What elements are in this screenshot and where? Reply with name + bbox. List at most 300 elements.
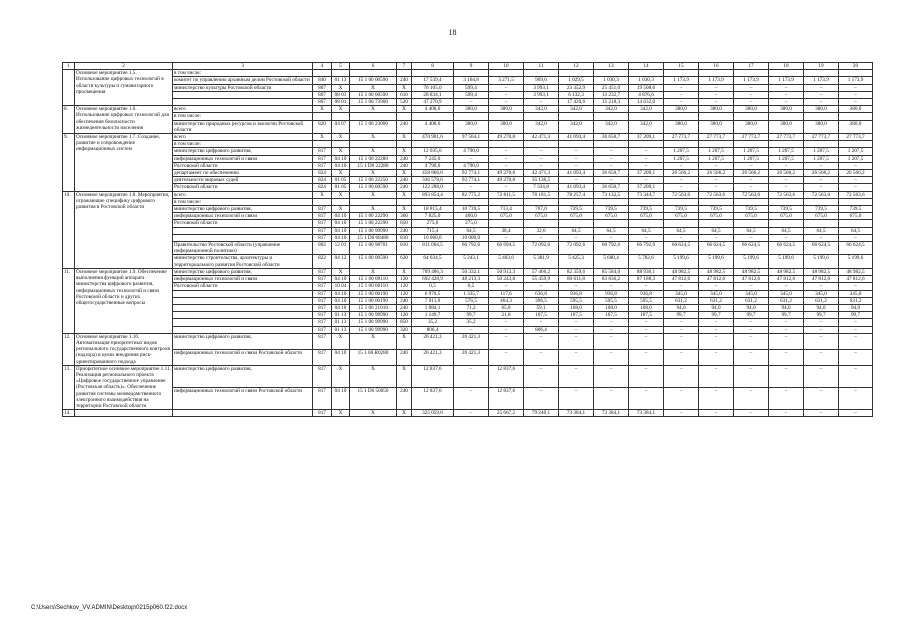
value-cell [839, 113, 873, 120]
value-cell: 5 600,4 [594, 255, 629, 268]
value-cell: – [804, 319, 839, 326]
value-cell: 520 [397, 99, 412, 106]
value-cell: 675,0 [804, 213, 839, 220]
table-row [63, 365, 873, 387]
value-cell: 610 [397, 91, 412, 98]
value-cell: 822 [313, 255, 332, 268]
value-cell: 66 792,6 [454, 242, 489, 255]
value-cell: – [699, 319, 734, 326]
value-cell: – [489, 234, 524, 241]
value-cell: 5 199,6 [699, 255, 734, 268]
value-cell: 15 1 00 00190 [350, 297, 397, 304]
value-cell: 5 782,6 [629, 255, 664, 268]
value-cell: 739,5 [734, 206, 769, 213]
value-cell: 36 650,7 [594, 184, 629, 191]
value-cell: 396,5 [524, 297, 559, 304]
value-cell: 739,5 [839, 206, 873, 213]
table-row [63, 77, 873, 84]
value-cell: 345,0 [839, 290, 873, 297]
value-cell: 5 403,6 [489, 255, 524, 268]
value-cell: 38,4 [489, 227, 524, 234]
value-cell: – [769, 91, 804, 98]
table-row [63, 349, 873, 365]
value-cell [524, 113, 559, 120]
value-cell: 26 566,2 [804, 170, 839, 177]
value-cell: – [699, 91, 734, 98]
value-cell: – [559, 234, 594, 241]
value-cell: 117,6 [489, 290, 524, 297]
value-cell: 26 566,2 [664, 170, 699, 177]
value-cell: X [332, 134, 350, 141]
value-cell: X [350, 365, 397, 387]
value-cell: 48 982,5 [839, 268, 873, 275]
table-row [63, 387, 873, 409]
value-cell: 20 421,3 [412, 333, 454, 349]
value-cell: – [804, 184, 839, 191]
value-cell: – [664, 365, 699, 387]
executor-cell [173, 297, 313, 304]
value-cell: 7 334,8 [524, 184, 559, 191]
value-cell: – [489, 155, 524, 162]
value-cell [629, 220, 664, 227]
value-cell: 817 [313, 155, 332, 162]
value-cell [524, 220, 559, 227]
value-cell: – [804, 99, 839, 106]
value-cell [839, 70, 873, 77]
value-cell: – [559, 365, 594, 387]
executor-cell: министерство природных ресурсов и экологии Ростовской области [173, 120, 313, 133]
value-cell: 99,7 [699, 312, 734, 319]
value-cell: – [559, 283, 594, 290]
column-number: 7 [397, 63, 412, 70]
value-cell: – [524, 333, 559, 349]
value-cell: – [769, 283, 804, 290]
value-cell: 15 1 00 R0280 [350, 349, 397, 365]
value-cell [454, 113, 489, 120]
value-cell: – [454, 155, 489, 162]
value-cell: 66 624,5 [839, 242, 873, 255]
value-cell: X [332, 148, 350, 155]
value-cell: 04 10 [332, 290, 350, 297]
value-cell [524, 198, 559, 205]
value-cell: 5 199,6 [839, 255, 873, 268]
value-cell: 1 173,9 [804, 77, 839, 84]
value-cell: – [699, 387, 734, 409]
value-cell: 1 335,7 [454, 290, 489, 297]
table-row [63, 213, 873, 220]
value-cell: – [804, 162, 839, 169]
value-cell: X [332, 84, 350, 91]
value-cell: – [489, 326, 524, 333]
value-cell: 50 913,3 [489, 268, 524, 275]
value-cell: 73 384,1 [594, 410, 629, 417]
value-cell [489, 141, 524, 148]
table-row [63, 326, 873, 333]
value-cell [699, 70, 734, 77]
column-number: 16 [699, 63, 734, 70]
value-cell: 13 232,7 [594, 91, 629, 98]
value-cell [350, 198, 397, 205]
value-cell [350, 70, 397, 77]
value-cell: 5 199,6 [664, 255, 699, 268]
value-cell [313, 70, 332, 77]
value-cell: 1 207,5 [839, 148, 873, 155]
value-cell: 380,0 [699, 120, 734, 133]
value-cell: 380,0 [664, 120, 699, 133]
value-cell: – [664, 177, 699, 184]
value-cell: 64,5 [839, 227, 873, 234]
value-cell: 83 836,2 [594, 276, 629, 283]
executor-cell: в том числе: [173, 113, 313, 120]
value-cell [489, 113, 524, 120]
value-cell: 3 271,5 [489, 77, 524, 84]
value-cell: 37 209,1 [629, 170, 664, 177]
value-cell: 72 563,6 [664, 191, 699, 198]
value-cell: – [839, 349, 873, 365]
value-cell: 04 10 [332, 213, 350, 220]
value-cell: 49 270,8 [489, 170, 524, 177]
value-cell: 380,0 [454, 106, 489, 113]
value-cell: 631,2 [804, 297, 839, 304]
measure-name: Основное мероприятие 1.9. Обеспечение выполнения функций аппарата министерства цифрового развития, информационных технологий и связи Ростовской области и других общегосударственные вопросы [75, 268, 173, 333]
value-cell: 240 [397, 177, 412, 184]
value-cell: 820 [313, 120, 332, 133]
value-cell: 15 218,3 [594, 99, 629, 106]
value-cell: 342,0 [559, 120, 594, 133]
value-cell: – [664, 234, 699, 241]
value-cell: 47 812,6 [664, 276, 699, 283]
value-cell: – [524, 365, 559, 387]
value-cell: – [489, 148, 524, 155]
row-number: 9. [63, 134, 75, 192]
column-number: 19 [804, 63, 839, 70]
value-cell: – [559, 349, 594, 365]
value-cell: 48 982,5 [769, 268, 804, 275]
executor-cell: информационных технологий и связи [173, 276, 313, 283]
value-cell: 15 1 00 99990 [350, 319, 397, 326]
value-cell: 80 611,8 [559, 276, 594, 283]
value-cell [839, 141, 873, 148]
value-cell: – [559, 177, 594, 184]
value-cell: – [664, 162, 699, 169]
value-cell: – [524, 387, 559, 409]
value-cell [489, 220, 524, 227]
value-cell: 04 10 [332, 220, 350, 227]
value-cell [559, 198, 594, 205]
value-cell [594, 113, 629, 120]
value-cell: – [699, 283, 734, 290]
value-cell: – [734, 84, 769, 91]
value-cell [397, 198, 412, 205]
measure-name [75, 410, 173, 417]
value-cell: – [629, 162, 664, 169]
value-cell: 12 837,6 [489, 387, 524, 409]
value-cell: 631,2 [734, 297, 769, 304]
value-cell: 240 [397, 349, 412, 365]
value-cell: – [629, 319, 664, 326]
value-cell: – [734, 162, 769, 169]
value-cell: 04 10 [332, 155, 350, 162]
value-cell: 380,0 [734, 106, 769, 113]
value-cell [734, 220, 769, 227]
value-cell: 66 624,5 [664, 242, 699, 255]
value-cell: 810 [397, 242, 412, 255]
value-cell: 824 [313, 177, 332, 184]
value-cell: – [454, 326, 489, 333]
value-cell: 1 030,3 [594, 77, 629, 84]
value-cell: – [594, 283, 629, 290]
value-cell: 64,5 [734, 227, 769, 234]
value-cell: – [559, 162, 594, 169]
value-cell: 817 [313, 304, 332, 311]
value-cell: – [734, 91, 769, 98]
value-cell [454, 198, 489, 205]
value-cell: 675,0 [594, 213, 629, 220]
value-cell: 1 207,5 [734, 155, 769, 162]
value-cell: – [559, 387, 594, 409]
value-cell [313, 198, 332, 205]
table-row [63, 410, 873, 417]
value-cell: 360 [397, 213, 412, 220]
value-cell: 576,5 [454, 297, 489, 304]
value-cell: – [629, 333, 664, 349]
value-cell: – [524, 148, 559, 155]
value-cell: 59,1 [524, 304, 559, 311]
value-cell: – [769, 177, 804, 184]
value-cell: 99,7 [839, 312, 873, 319]
value-cell: 817 [313, 276, 332, 283]
value-cell: 99,7 [769, 312, 804, 319]
value-cell: – [839, 234, 873, 241]
value-cell: 675,0 [699, 213, 734, 220]
value-cell: 342,0 [524, 106, 559, 113]
value-cell: 64,5 [629, 227, 664, 234]
executor-cell: департамент по обеспечению [173, 170, 313, 177]
measure-name: Основное мероприятие 1.8. Мероприятия, отражающие специфику цифрового развития в Ростовской области [75, 191, 173, 268]
value-cell: – [524, 319, 559, 326]
value-cell: 42 471,3 [524, 170, 559, 177]
value-cell: 850 [397, 220, 412, 227]
value-cell: 675,0 [559, 213, 594, 220]
value-cell: 04 10 [332, 349, 350, 365]
value-cell: 108,0 [594, 304, 629, 311]
value-cell: – [734, 177, 769, 184]
budget-table [62, 62, 873, 417]
value-cell: X [350, 410, 397, 417]
value-cell: 675,0 [769, 213, 804, 220]
value-cell: 240 [397, 304, 412, 311]
value-cell: 15 1 00 00590 [350, 184, 397, 191]
value-cell: 35,2 [454, 319, 489, 326]
value-cell [699, 198, 734, 205]
value-cell: 47 812,6 [734, 276, 769, 283]
value-cell: – [524, 234, 559, 241]
value-cell: 739,5 [769, 206, 804, 213]
table-row [63, 177, 873, 184]
value-cell [397, 141, 412, 148]
table-row [63, 170, 873, 177]
value-cell: 817 [313, 365, 332, 387]
value-cell: 15 1 00 22280 [350, 155, 397, 162]
value-cell: 7 825,0 [412, 213, 454, 220]
value-cell: 675,0 [629, 213, 664, 220]
column-number: 3 [173, 63, 313, 70]
table-row [63, 242, 873, 255]
value-cell [397, 70, 412, 77]
value-cell: 73 384,1 [629, 410, 664, 417]
value-cell: – [769, 184, 804, 191]
value-cell: 709 486,3 [412, 268, 454, 275]
value-cell: 1 029,5 [559, 77, 594, 84]
value-cell: 94,0 [664, 304, 699, 311]
value-cell: 47 812,6 [804, 276, 839, 283]
value-cell: 400,0 [454, 213, 489, 220]
value-cell: 817 [313, 326, 332, 333]
value-cell: 3 993,1 [524, 91, 559, 98]
row-number: 12. [63, 333, 75, 365]
value-cell: – [839, 283, 873, 290]
value-cell: 18 815,4 [412, 206, 454, 213]
table-row [63, 304, 873, 311]
value-cell: 66 624,5 [804, 242, 839, 255]
executor-cell: информационных технологий и связи [173, 213, 313, 220]
value-cell: 15 1 D6 50050 [350, 387, 397, 409]
value-cell [769, 113, 804, 120]
row-number: 10. [63, 191, 75, 268]
value-cell: X [397, 170, 412, 177]
value-cell: 675,0 [734, 213, 769, 220]
value-cell: 5 243,1 [454, 255, 489, 268]
value-cell: 64,5 [699, 227, 734, 234]
value-cell: 325 059,6 [412, 410, 454, 417]
executor-cell: в том числе: [173, 70, 313, 77]
value-cell: 380,0 [664, 106, 699, 113]
value-cell: 87 188,3 [629, 276, 664, 283]
value-cell: 240 [397, 387, 412, 409]
value-cell: 1 084,1 [412, 304, 454, 311]
value-cell: 99,7 [664, 312, 699, 319]
value-cell: – [524, 283, 559, 290]
value-cell: 36 650,7 [594, 134, 629, 141]
value-cell: 72 092,6 [559, 242, 594, 255]
value-cell: – [769, 234, 804, 241]
value-cell: 817 [313, 312, 332, 319]
value-cell: – [629, 177, 664, 184]
value-cell: 380,0 [734, 120, 769, 133]
value-cell: – [839, 365, 873, 387]
value-cell: 240 [397, 227, 412, 234]
row-number: 14. [63, 410, 75, 417]
value-cell: 15 1 D6 68480 [350, 234, 397, 241]
value-cell: 15 1 00 22250 [350, 177, 397, 184]
value-cell: 122 288,0 [412, 184, 454, 191]
value-cell: 5 199,6 [804, 255, 839, 268]
value-cell: – [769, 326, 804, 333]
value-cell: X [397, 268, 412, 275]
value-cell: – [594, 148, 629, 155]
value-cell [699, 141, 734, 148]
table-row [63, 220, 873, 227]
value-cell: 04 10 [332, 297, 350, 304]
value-cell: 380,0 [489, 120, 524, 133]
executor-cell [173, 234, 313, 241]
value-cell: 380,0 [489, 106, 524, 113]
value-cell [734, 113, 769, 120]
table-row [63, 206, 873, 213]
value-cell: 49 270,8 [489, 177, 524, 184]
value-cell: 27 773,7 [769, 134, 804, 141]
value-cell: – [804, 84, 839, 91]
value-cell: – [489, 91, 524, 98]
value-cell: 631,2 [699, 297, 734, 304]
value-cell: 28 834,1 [412, 91, 454, 98]
value-cell: 707,0 [524, 206, 559, 213]
executor-cell: комитет по управлению архивным делом Ростовской области [173, 77, 313, 84]
value-cell: – [769, 349, 804, 365]
executor-cell: деятельности мировых судей [173, 177, 313, 184]
table-row [63, 268, 873, 275]
value-cell: 76 105,0 [412, 84, 454, 91]
value-cell [594, 70, 629, 77]
value-cell: X [350, 170, 397, 177]
value-cell: – [664, 184, 699, 191]
value-cell: 66 624,5 [699, 242, 734, 255]
value-cell: – [769, 162, 804, 169]
value-cell: X [332, 191, 350, 198]
value-cell: 380,0 [454, 120, 489, 133]
value-cell: 01 13 [332, 312, 350, 319]
value-cell: 04 10 [332, 276, 350, 283]
value-cell: – [559, 333, 594, 349]
value-cell: 15 1 00 99990 [350, 326, 397, 333]
value-cell: – [699, 349, 734, 365]
table-row [63, 191, 873, 198]
table-row [63, 333, 873, 349]
column-number: 4 [313, 63, 332, 70]
value-cell: 1 207,5 [699, 155, 734, 162]
value-cell: 64,5 [769, 227, 804, 234]
value-cell: 380,0 [839, 106, 873, 113]
executor-cell: в том числе: [173, 141, 313, 148]
value-cell: 380,0 [839, 120, 873, 133]
value-cell: 636,8 [524, 290, 559, 297]
value-cell: – [699, 410, 734, 417]
value-cell: 47 812,6 [699, 276, 734, 283]
value-cell: 15 1 00 00190 [350, 290, 397, 297]
value-cell: – [594, 326, 629, 333]
value-cell: 79 240,1 [524, 410, 559, 417]
executor-cell: министерство строительства, архитектуры и территориального развития Ростовской области [173, 255, 313, 268]
value-cell: 470 901,6 [412, 134, 454, 141]
value-cell [769, 141, 804, 148]
row-number [63, 70, 75, 106]
value-cell: 240 [397, 77, 412, 84]
value-cell: – [804, 365, 839, 387]
value-cell: 631,2 [664, 297, 699, 304]
value-cell: 50 243,8 [489, 276, 524, 283]
value-cell: X [313, 106, 332, 113]
value-cell: – [734, 234, 769, 241]
value-cell [734, 198, 769, 205]
value-cell [594, 220, 629, 227]
executor-cell: всего [173, 134, 313, 141]
value-cell: X [332, 106, 350, 113]
value-cell [332, 70, 350, 77]
table-row [63, 134, 873, 141]
executor-cell: министерство цифрового развития, [173, 365, 313, 387]
value-cell: X [397, 206, 412, 213]
value-cell: 72 811,5 [489, 191, 524, 198]
